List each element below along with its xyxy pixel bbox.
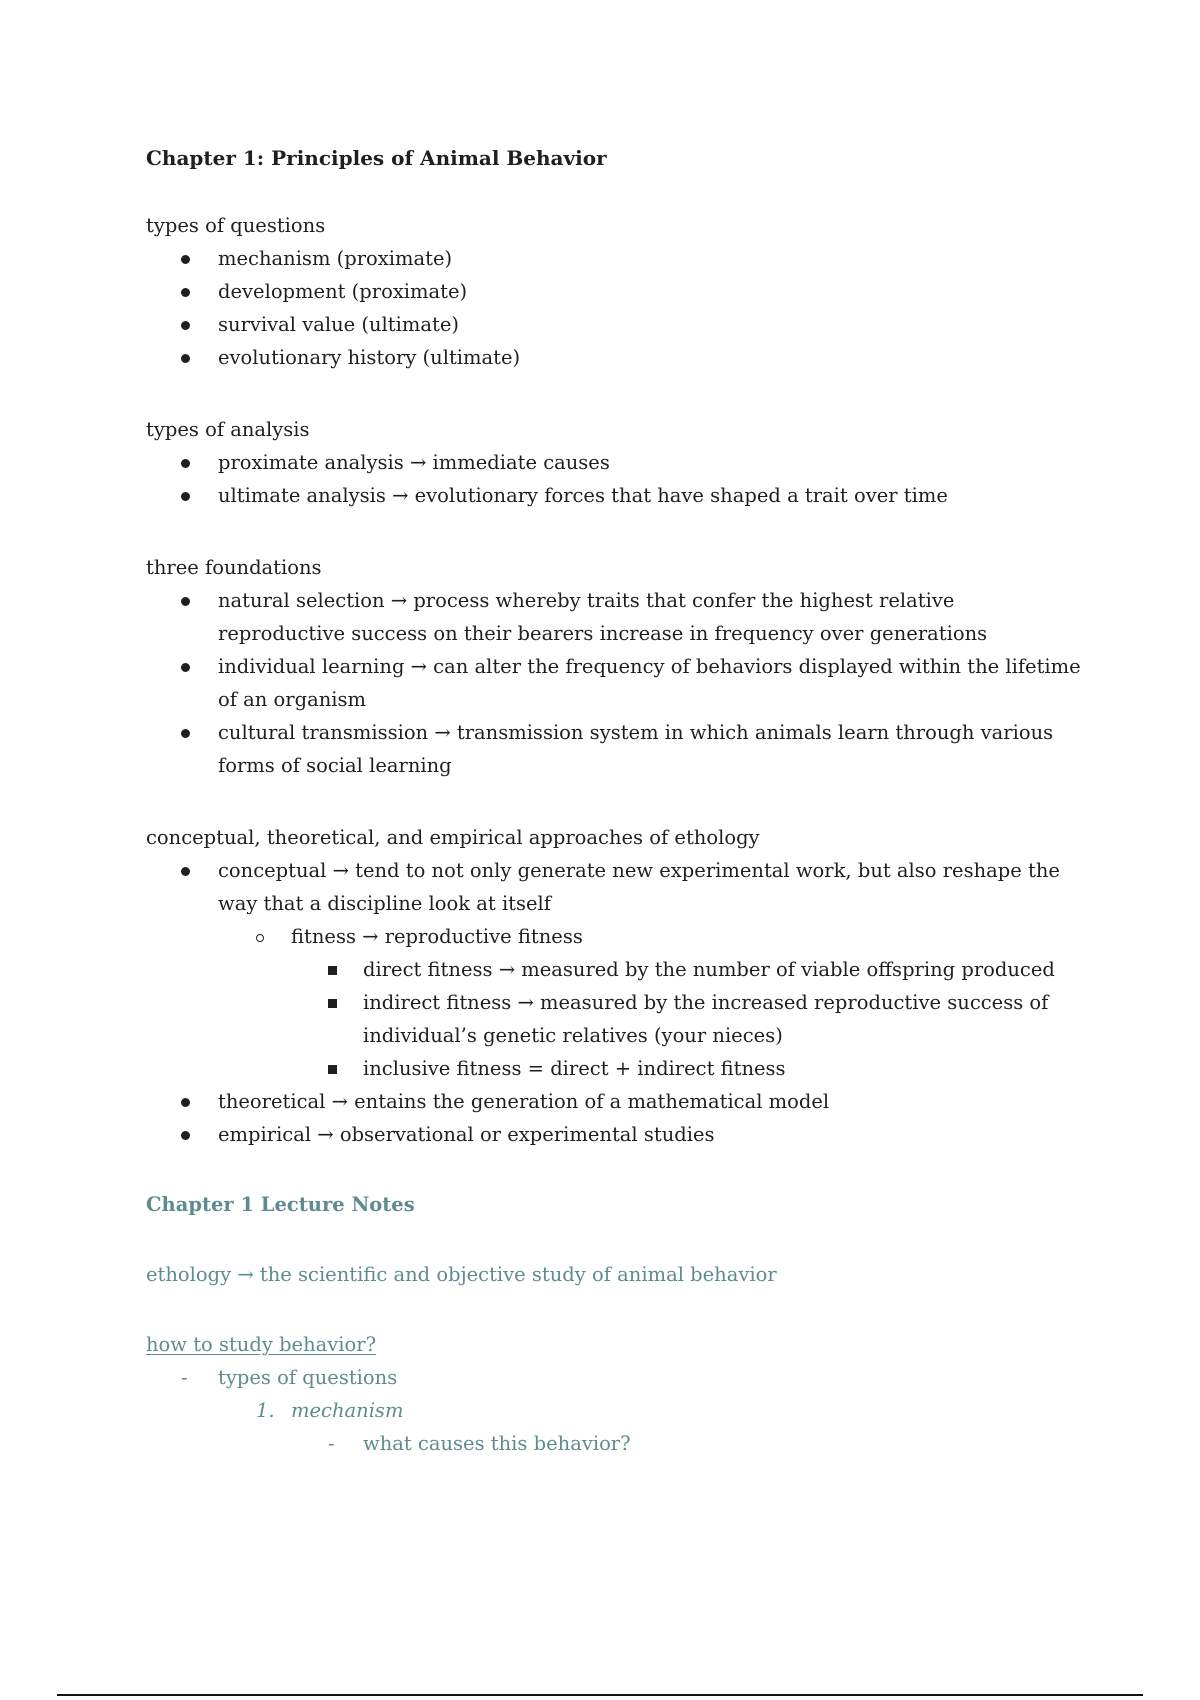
list-item: survival value (ultimate)	[146, 308, 1086, 341]
list-item: ultimate analysis → evolutionary forces that have shaped a trait over time	[146, 479, 1086, 512]
list-item: empirical → observational or experimental studies	[146, 1118, 1086, 1151]
list-item: evolutionary history (ultimate)	[146, 341, 1086, 374]
study-behavior-link[interactable]: how to study behavior?	[146, 1333, 377, 1356]
questions-list	[146, 242, 1086, 374]
section-heading-analysis: types of analysis	[146, 418, 310, 441]
bullet-icon	[181, 716, 190, 749]
list-item: conceptual → tend to not only generate new experimental work, but also reshape the way that a discipline look at itself	[146, 854, 1086, 920]
list-item: - what causes this behavior?	[146, 1427, 1086, 1460]
ethology-definition: ethology → the scientific and objective study of animal behavior	[146, 1263, 777, 1286]
bullet-icon	[181, 584, 190, 617]
list-item: theoretical → entains the generation of a mathematical model	[146, 1085, 1086, 1118]
bullet-icon	[181, 275, 190, 308]
dash-marker: -	[328, 1432, 335, 1455]
bullet-icon	[181, 1118, 190, 1151]
list-item: - types of questions	[146, 1361, 1086, 1394]
bullet-icon	[181, 479, 190, 512]
foundations-list	[146, 584, 1086, 782]
bullet-icon	[181, 308, 190, 341]
bullet-icon	[181, 341, 190, 374]
square-bullet-icon	[328, 1052, 337, 1085]
list-item: indirect fitness → measured by the increased reproductive success of individual’s genetic relatives (your nieces)	[146, 986, 1086, 1052]
analysis-list	[146, 446, 1086, 512]
list-item: direct fitness → measured by the number of viable offspring produced	[146, 953, 1086, 986]
bullet-icon	[181, 242, 190, 275]
lecture-list	[146, 1361, 1086, 1460]
bullet-icon	[181, 650, 190, 683]
number-marker: 1.	[256, 1399, 275, 1422]
list-item: 1. mechanism	[146, 1394, 1086, 1427]
list-item: natural selection → process whereby traits that confer the highest relative reproductive success on their bearers increase in frequency over generations	[146, 584, 1086, 650]
list-item: mechanism (proximate)	[146, 242, 1086, 275]
page-bottom-rule	[57, 1694, 1143, 1696]
list-item: inclusive fitness = direct + indirect fitness	[146, 1052, 1086, 1085]
section-heading-questions: types of questions	[146, 214, 326, 237]
section-heading-foundations: three foundations	[146, 556, 322, 579]
document-body	[146, 146, 1086, 1460]
section-heading-approaches: conceptual, theoretical, and empirical approaches of ethology	[146, 826, 760, 849]
lecture-notes-heading: Chapter 1 Lecture Notes	[146, 1193, 415, 1216]
list-item: proximate analysis → immediate causes	[146, 446, 1086, 479]
page-title: Chapter 1: Principles of Animal Behavior	[146, 146, 607, 170]
square-bullet-icon	[328, 953, 337, 986]
bullet-icon	[181, 854, 190, 887]
square-bullet-icon	[328, 986, 337, 1019]
list-item: individual learning → can alter the frequency of behaviors displayed within the lifetime of an organism	[146, 650, 1086, 716]
approaches-list	[146, 854, 1086, 1151]
list-item: development (proximate)	[146, 275, 1086, 308]
hollow-bullet-icon	[256, 920, 264, 953]
list-item: fitness → reproductive fitness	[146, 920, 1086, 953]
bullet-icon	[181, 1085, 190, 1118]
dash-marker: -	[181, 1366, 188, 1389]
list-item: cultural transmission → transmission system in which animals learn through various forms of social learning	[146, 716, 1086, 782]
bullet-icon	[181, 446, 190, 479]
